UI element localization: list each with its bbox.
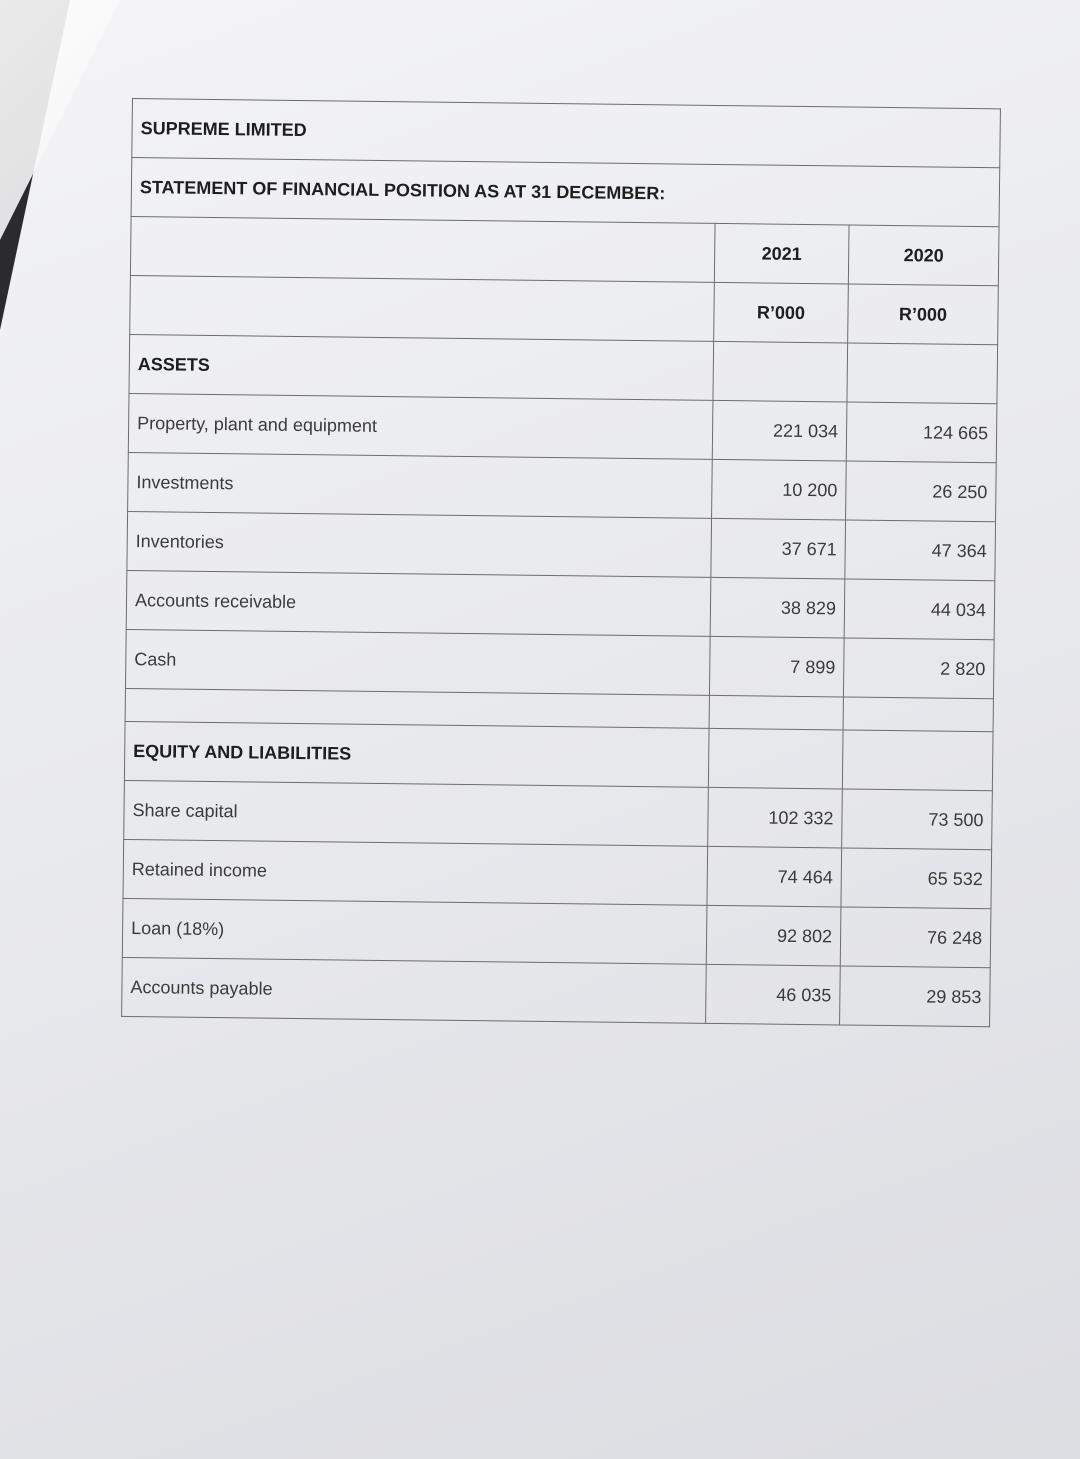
table-row xyxy=(128,452,997,521)
equity-liabilities-heading: EQUITY AND LIABILITIES xyxy=(124,721,709,787)
row-label: Share capital xyxy=(124,780,709,846)
row-label: Accounts receivable xyxy=(126,570,711,636)
statement-title-row xyxy=(131,158,1000,227)
row-label: Accounts payable xyxy=(122,957,707,1023)
table-row xyxy=(122,957,991,1026)
value-2021: 46 035 xyxy=(706,964,841,1025)
unit-prior-header: R’000 xyxy=(848,284,999,345)
value-2020: 26 250 xyxy=(846,461,997,522)
year-prior-header: 2020 xyxy=(848,225,999,286)
table-row xyxy=(128,393,997,462)
value-2020: 29 853 xyxy=(840,966,991,1027)
empty-cell xyxy=(708,728,843,789)
table-row xyxy=(125,629,994,698)
unit-header-row xyxy=(130,275,999,344)
value-2021: 102 332 xyxy=(708,787,843,848)
row-label: Inventories xyxy=(127,511,712,577)
value-2020: 2 820 xyxy=(843,638,994,699)
value-2020: 76 248 xyxy=(840,907,991,968)
unit-current-header: R’000 xyxy=(714,282,849,343)
value-2021: 74 464 xyxy=(707,846,842,907)
empty-cell xyxy=(842,730,993,791)
company-name: SUPREME LIMITED xyxy=(132,99,1001,168)
empty-cell xyxy=(843,697,993,732)
empty-cell xyxy=(713,341,848,402)
table-row xyxy=(124,780,993,849)
row-label: Retained income xyxy=(123,839,708,905)
value-2020: 65 532 xyxy=(841,848,992,909)
value-2021: 7 899 xyxy=(709,636,844,697)
assets-heading-row xyxy=(129,334,998,403)
value-2020: 124 665 xyxy=(846,402,997,463)
row-label: Property, plant and equipment xyxy=(128,393,713,459)
value-2021: 10 200 xyxy=(712,459,847,520)
equity-liabilities-heading-row xyxy=(124,721,993,790)
table-row xyxy=(123,839,992,908)
value-2021: 37 671 xyxy=(711,518,846,579)
assets-heading: ASSETS xyxy=(129,334,714,400)
empty-cell xyxy=(847,343,998,404)
year-header-row xyxy=(130,216,999,285)
table-row xyxy=(126,570,995,639)
year-header-label-cell xyxy=(130,216,715,282)
year-current-header: 2021 xyxy=(714,223,849,284)
value-2021: 38 829 xyxy=(710,577,845,638)
row-label: Loan (18%) xyxy=(122,898,707,964)
value-2021: 92 802 xyxy=(706,905,841,966)
value-2021: 221 034 xyxy=(712,400,847,461)
statement-sheet xyxy=(121,98,1000,1027)
value-2020: 73 500 xyxy=(842,789,993,850)
statement-title: STATEMENT OF FINANCIAL POSITION AS AT 31 DECEMBER: xyxy=(131,158,1000,227)
table-row xyxy=(127,511,996,580)
financial-position-table xyxy=(121,98,1001,1027)
company-row xyxy=(132,99,1001,168)
value-2020: 44 034 xyxy=(844,579,995,640)
row-label: Investments xyxy=(128,452,713,518)
empty-cell xyxy=(709,695,843,730)
unit-header-label-cell xyxy=(130,275,715,341)
value-2020: 47 364 xyxy=(845,520,996,581)
row-label: Cash xyxy=(125,629,710,695)
table-row xyxy=(122,898,991,967)
